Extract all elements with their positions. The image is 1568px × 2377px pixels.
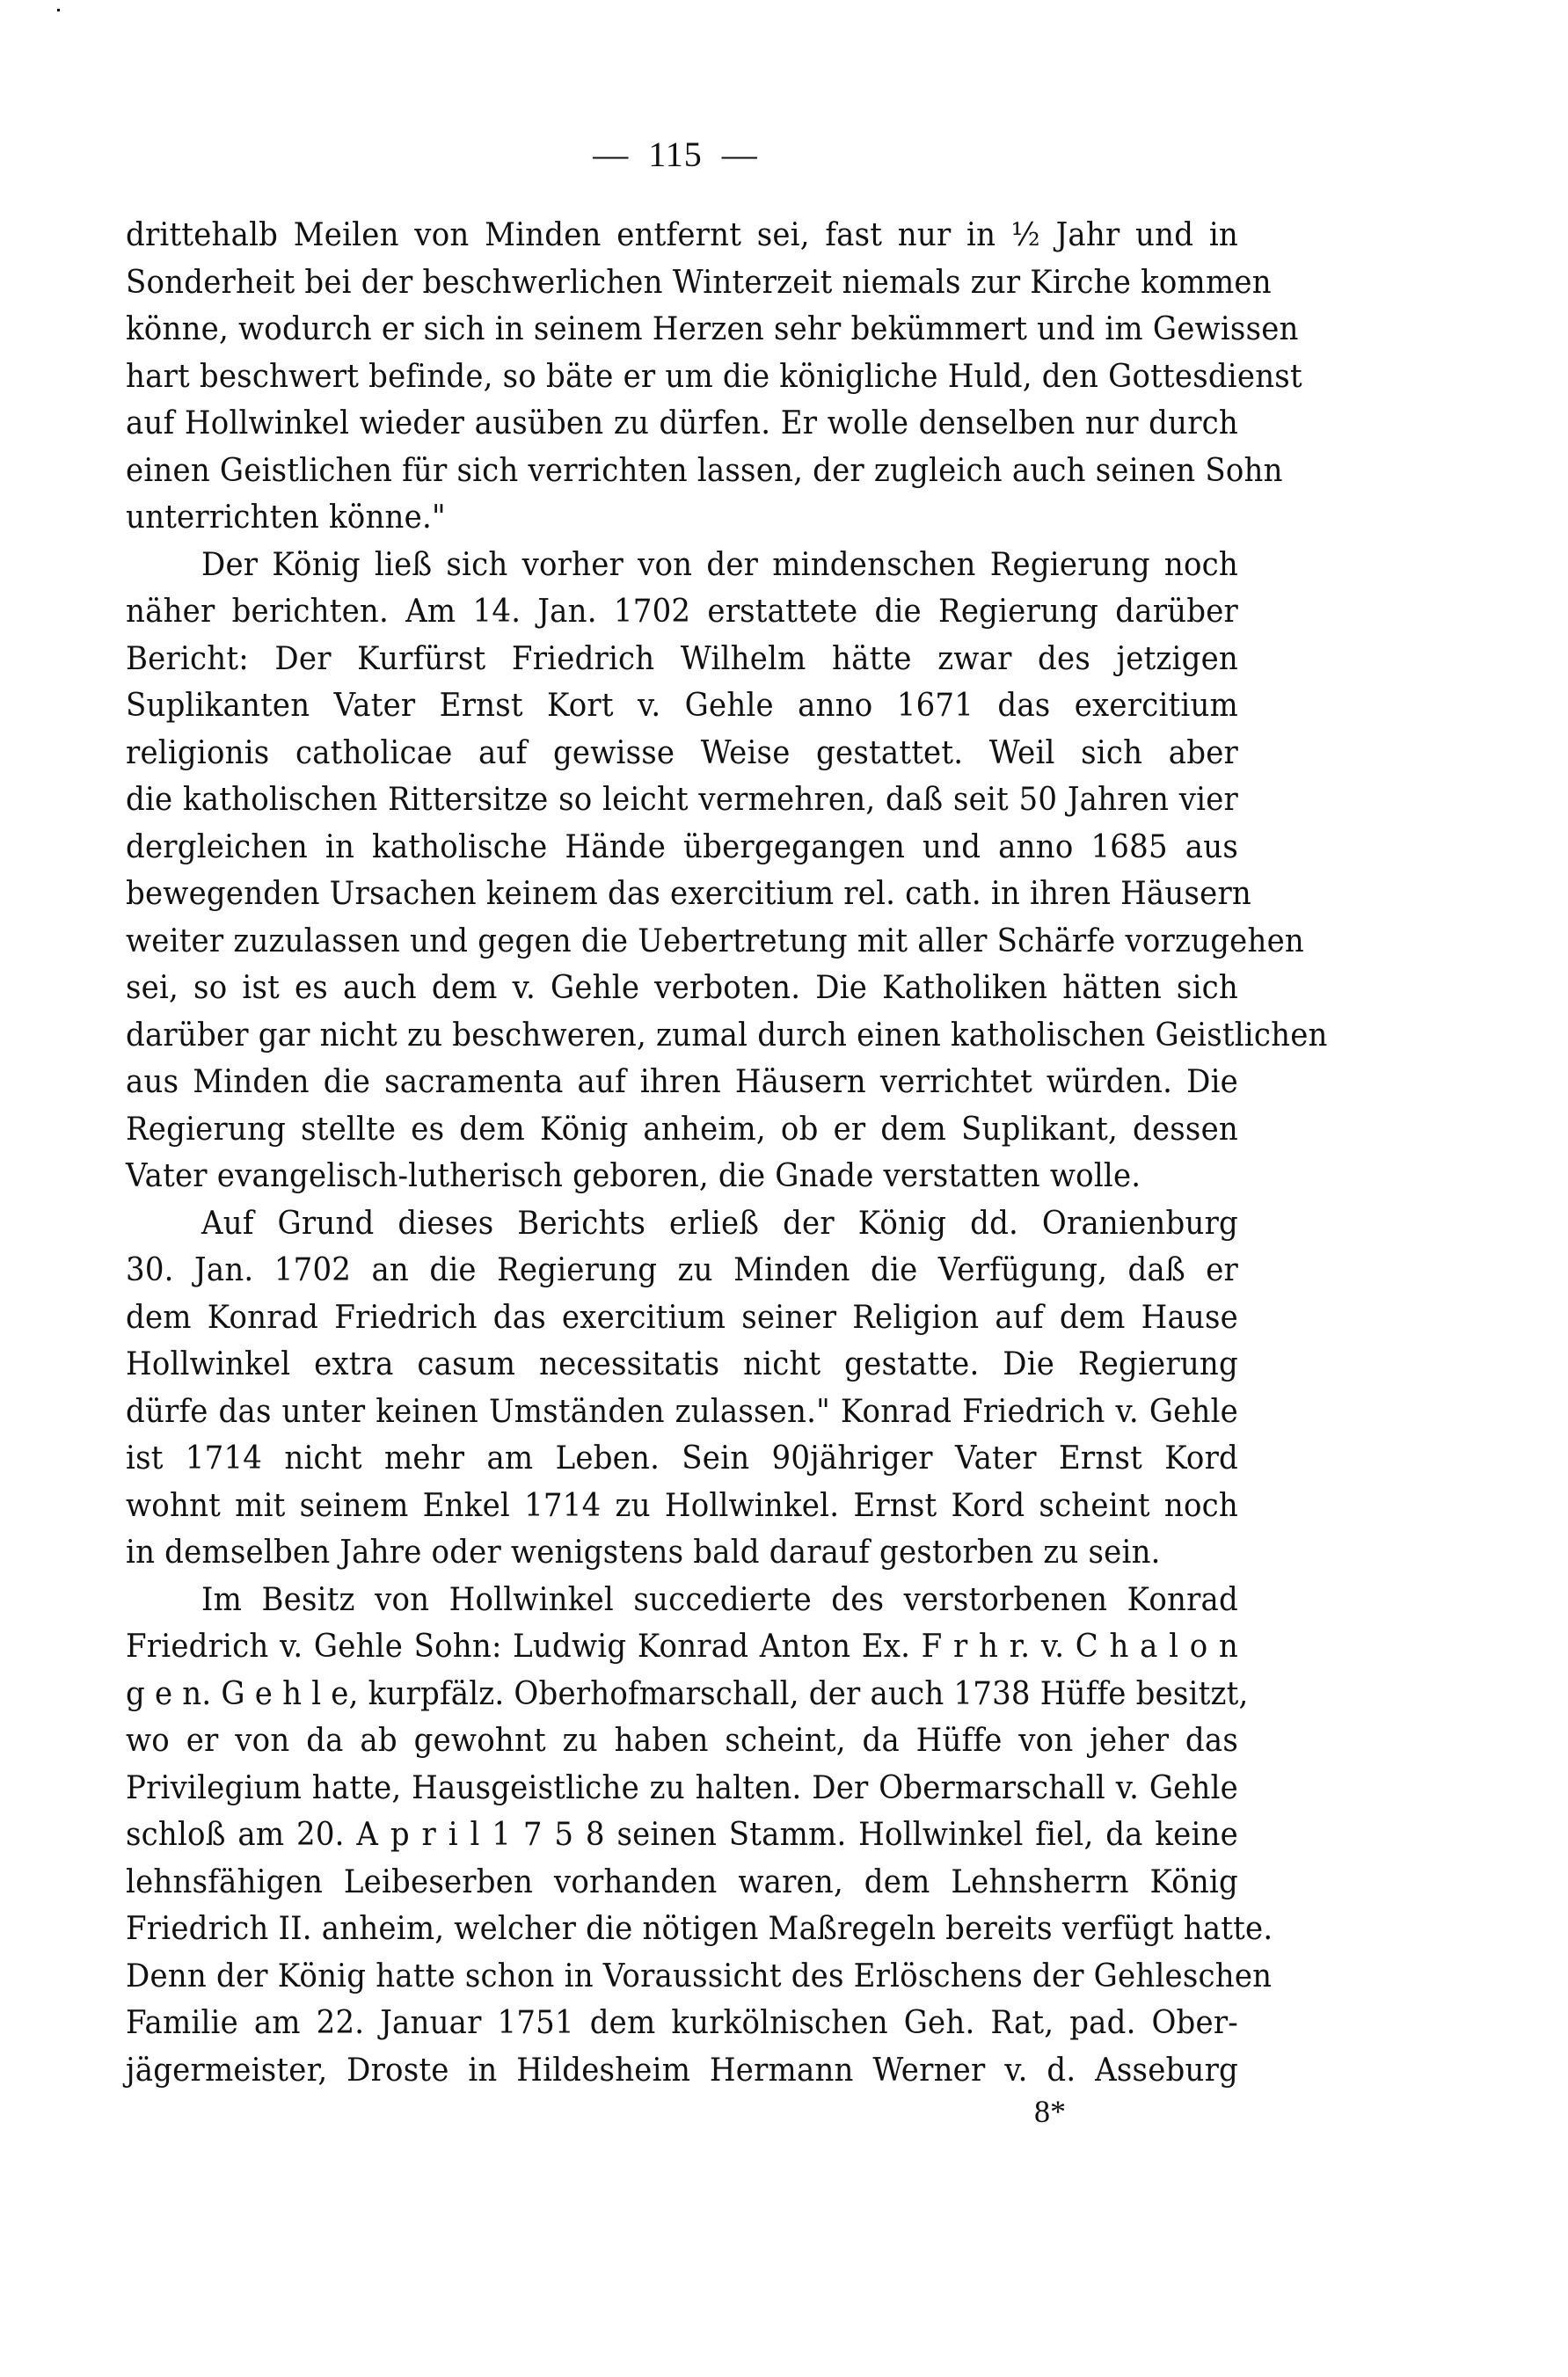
text-line: Der König ließ sich vorher von der mindenschen Regierung noch: [201, 544, 1238, 584]
text-line: Friedrich II. anheim, welcher die nötigen Maßregeln bereits verfügt hatte.: [126, 1909, 1273, 1948]
text-line: religionis catholicae auf gewisse Weise gestattet. Weil sich aber: [126, 733, 1238, 772]
text-line: Bericht: Der Kurfürst Friedrich Wilhelm hätte zwar des jetzigen: [126, 638, 1238, 678]
text-line: sei, so ist es auch dem v. Gehle verboten. Die Katholiken hätten sich: [126, 968, 1238, 1007]
paragraph: [126, 1200, 1238, 1577]
text-line: Regierung stellte es dem König anheim, ob er dem Suplikant, dessen: [126, 1109, 1238, 1148]
text-line: in demselben Jahre oder wenigstens bald darauf gestorben zu sein.: [126, 1533, 1161, 1571]
paragraph: [126, 542, 1328, 1200]
text-line: g e n. G e h l e, kurpfälz. Oberhofmarschall, der auch 1738 Hüffe besitzt,: [126, 1673, 1249, 1713]
text-line: Denn der König hatte schon in Voraussicht des Erlöschens der Gehleschen: [126, 1956, 1273, 1995]
text-line: jägermeister, Droste in Hildesheim Hermann Werner v. d. Asseburg: [126, 2050, 1238, 2089]
text-line: Sonderheit bei der beschwerlichen Winterzeit niemals zur Kirche kommen: [126, 262, 1272, 302]
text-line: darüber gar nicht zu beschweren, zumal durch einen katholischen Geistlichen: [126, 1015, 1328, 1054]
page-number: — 115 —: [593, 135, 758, 174]
text-line: Auf Grund dieses Berichts erließ der König dd. Oranienburg: [201, 1203, 1238, 1243]
text-line: die katholischen Rittersitze so leicht vermehren, daß seit 50 Jahren vier: [126, 780, 1238, 819]
text-line: unterrichten könne.": [126, 498, 446, 536]
text-line: wo er von da ab gewohnt zu haben scheint, da Hüffe von jeher das: [126, 1721, 1238, 1760]
paragraph: [126, 1577, 1273, 2095]
text-line: Familie am 22. Januar 1751 dem kurkölnischen Geh. Rat, pad. Ober-: [126, 2003, 1238, 2042]
signature-mark: 8*: [1034, 2094, 1066, 2129]
text-line: wohnt mit seinem Enkel 1714 zu Hollwinkel. Ernst Kord scheint noch: [126, 1485, 1238, 1525]
text-line: drittehalb Meilen von Minden entfernt sei, fast nur in ½ Jahr und in: [126, 215, 1238, 254]
text-line: dem Konrad Friedrich das exercitium seiner Religion auf dem Hause: [126, 1297, 1238, 1337]
text-line: Privilegium hatte, Hausgeistliche zu halten. Der Obermarschall v. Gehle: [126, 1768, 1238, 1807]
text-line: aus Minden die sacramenta auf ihren Häusern verrichtet würden. Die: [126, 1062, 1238, 1101]
text-line: dürfe das unter keinen Umständen zulassen." Konrad Friedrich v. Gehle: [126, 1391, 1238, 1431]
text-line: näher berichten. Am 14. Jan. 1702 erstattete die Regierung darüber: [126, 592, 1238, 631]
text-line: weiter zuzulassen und gegen die Uebertretung mit aller Schärfe vorzugehen: [126, 921, 1305, 960]
text-line: schloß am 20. A p r i l 1 7 5 8 seinen Stamm. Hollwinkel fiel, da keine: [126, 1815, 1238, 1854]
scan-artifact: [57, 9, 60, 11]
body-text: [126, 212, 1328, 2094]
text-line: könne, wodurch er sich in seinem Herzen sehr bekümmert und im Gewissen: [126, 310, 1299, 348]
text-line: 30. Jan. 1702 an die Regierung zu Minden die Verfügung, daß er: [126, 1250, 1238, 1289]
text-line: dergleichen in katholische Hände übergegangen und anno 1685 aus: [126, 827, 1238, 866]
text-line: Friedrich v. Gehle Sohn: Ludwig Konrad Anton Ex. F r h r. v. C h a l o n: [126, 1627, 1238, 1666]
text-line: Vater evangelisch-lutherisch geboren, die Gnade verstatten wolle.: [126, 1156, 1141, 1195]
text-line: einen Geistlichen für sich verrichten lassen, der zugleich auch seinen Sohn: [126, 450, 1283, 490]
paragraph: [126, 212, 1302, 542]
text-line: Suplikanten Vater Ernst Kort v. Gehle anno 1671 das exercitium: [126, 686, 1238, 725]
text-line: hart beschwert befinde, so bäte er um die königliche Huld, den Gottesdienst: [126, 356, 1302, 396]
text-line: auf Hollwinkel wieder ausüben zu dürfen. Er wolle denselben nur durch: [126, 404, 1238, 442]
text-line: bewegenden Ursachen keinem das exercitium rel. cath. in ihren Häusern: [126, 874, 1252, 913]
text-line: lehnsfähigen Leibeserben vorhanden waren, dem Lehnsherrn König: [126, 1862, 1238, 1901]
text-line: Hollwinkel extra casum necessitatis nicht gestatte. Die Regierung: [126, 1345, 1238, 1383]
text-line: ist 1714 nicht mehr am Leben. Sein 90jähriger Vater Ernst Kord: [126, 1439, 1238, 1477]
text-line: Im Besitz von Hollwinkel succedierte des verstorbenen Konrad: [201, 1579, 1238, 1619]
